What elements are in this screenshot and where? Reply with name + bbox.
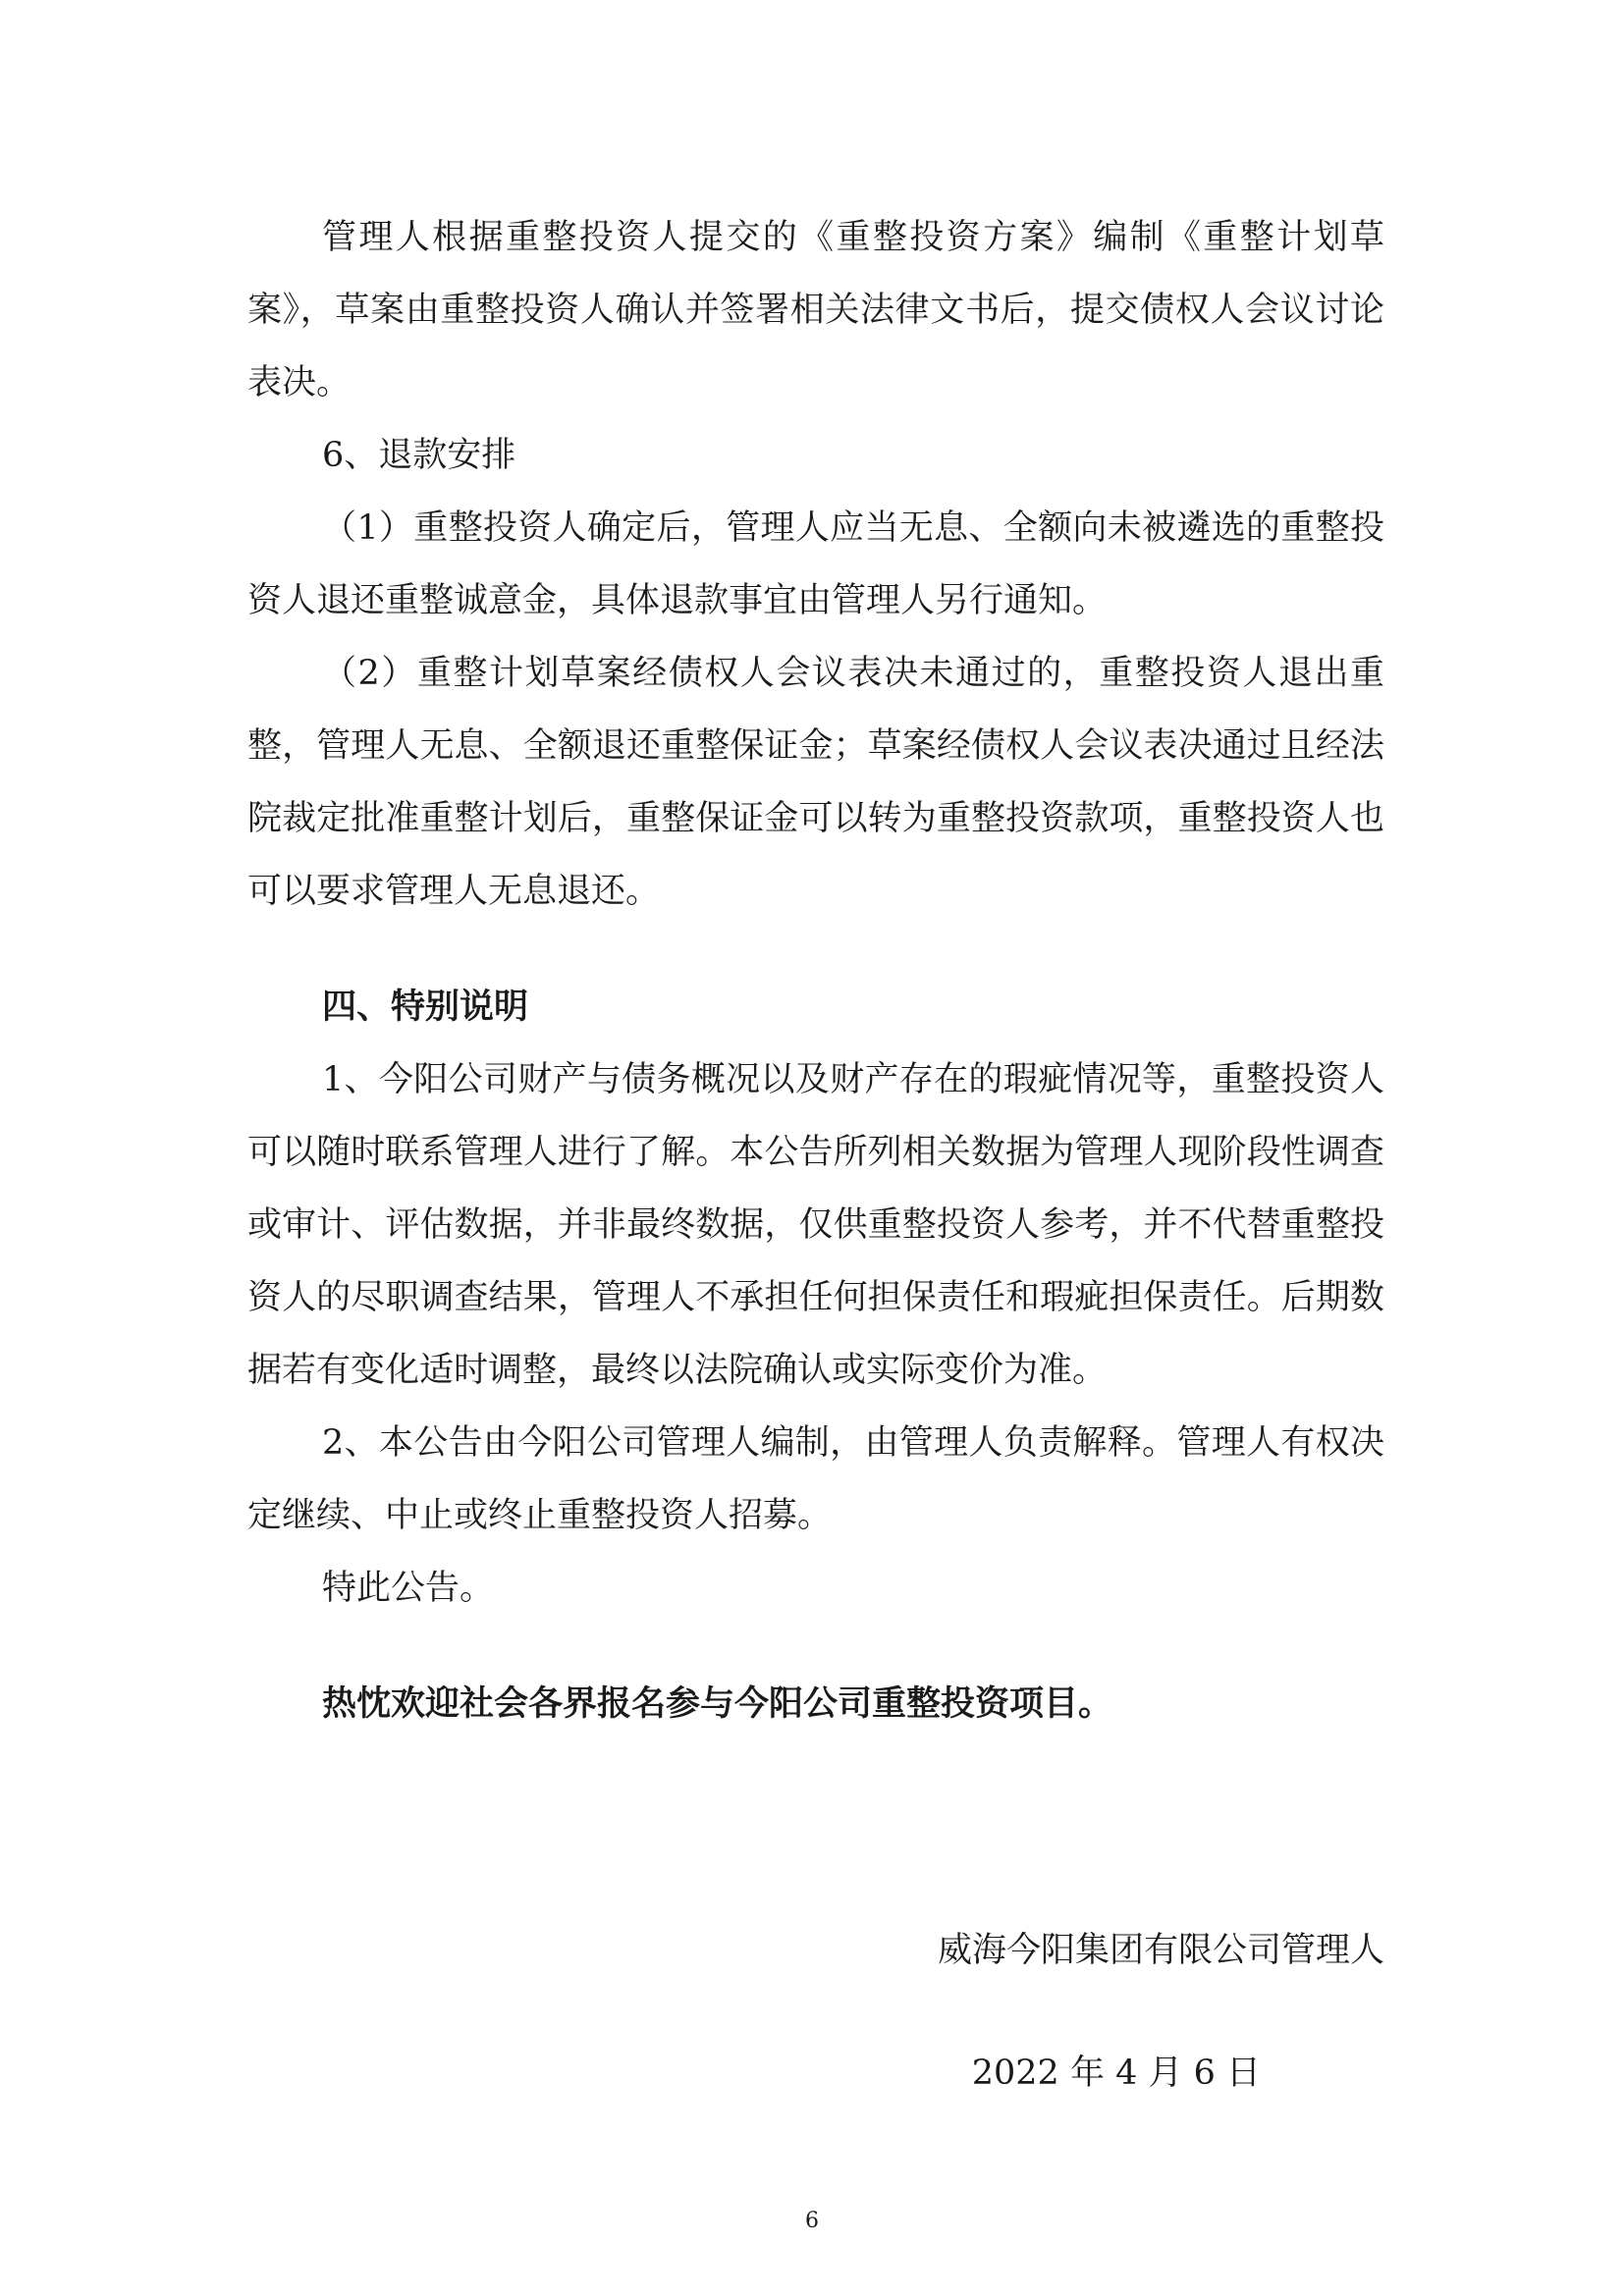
section-heading-special-notes: 四、特别说明: [322, 988, 529, 1027]
signature-organization: 威海今阳集团有限公司管理人: [937, 1931, 1384, 1970]
document-body: [247, 201, 1384, 1740]
paragraph-refund-item-1: （1）重整投资人确定后，管理人应当无息、全额向未被遴选的重整投资人退还重整诚意金，具体退款事宜由管理人另行通知。: [247, 508, 1384, 620]
paragraph-plan-draft: 管理人根据重整投资人提交的《重整投资方案》编制《重整计划草案》，草案由重整投资人确认并签署相关法律文书后，提交债权人会议讨论表决。: [247, 218, 1384, 402]
paragraph-announcement-closing: 特此公告。: [322, 1569, 495, 1608]
paragraph-refund-heading: 6、退款安排: [322, 436, 516, 475]
welcome-line: 热忱欢迎社会各界报名参与今阳公司重整投资项目。: [322, 1684, 1113, 1724]
signature-date: 2022 年 4 月 6 日: [971, 2054, 1261, 2093]
paragraph-refund-item-2: （2）重整计划草案经债权人会议表决未通过的，重整投资人退出重整，管理人无息、全额退还重整保证金；草案经债权人会议表决通过且经法院裁定批准重整计划后，重整保证金可以转为重整投资款项，重整投资人也可以要求管理人无息退还。: [247, 654, 1384, 911]
page-number: 6: [805, 2209, 819, 2233]
section-spacer: [247, 928, 1384, 971]
section-spacer: [247, 1625, 1384, 1668]
paragraph-special-note-2: 2、本公告由今阳公司管理人编制，由管理人负责解释。管理人有权决定继续、中止或终止重整投资人招募。: [247, 1423, 1384, 1535]
paragraph-special-note-1: 1、今阳公司财产与债务概况以及财产存在的瑕疵情况等，重整投资人可以随时联系管理人进行了解。本公告所列相关数据为管理人现阶段性调查或审计、评估数据，并非最终数据，仅供重整投资人参考，并不代替重整投资人的尽职调查结果，管理人不承担任何担保责任和瑕疵担保责任。后期数据若有变化适时调整，最终以法院确认或实际变价为准。: [247, 1060, 1384, 1390]
